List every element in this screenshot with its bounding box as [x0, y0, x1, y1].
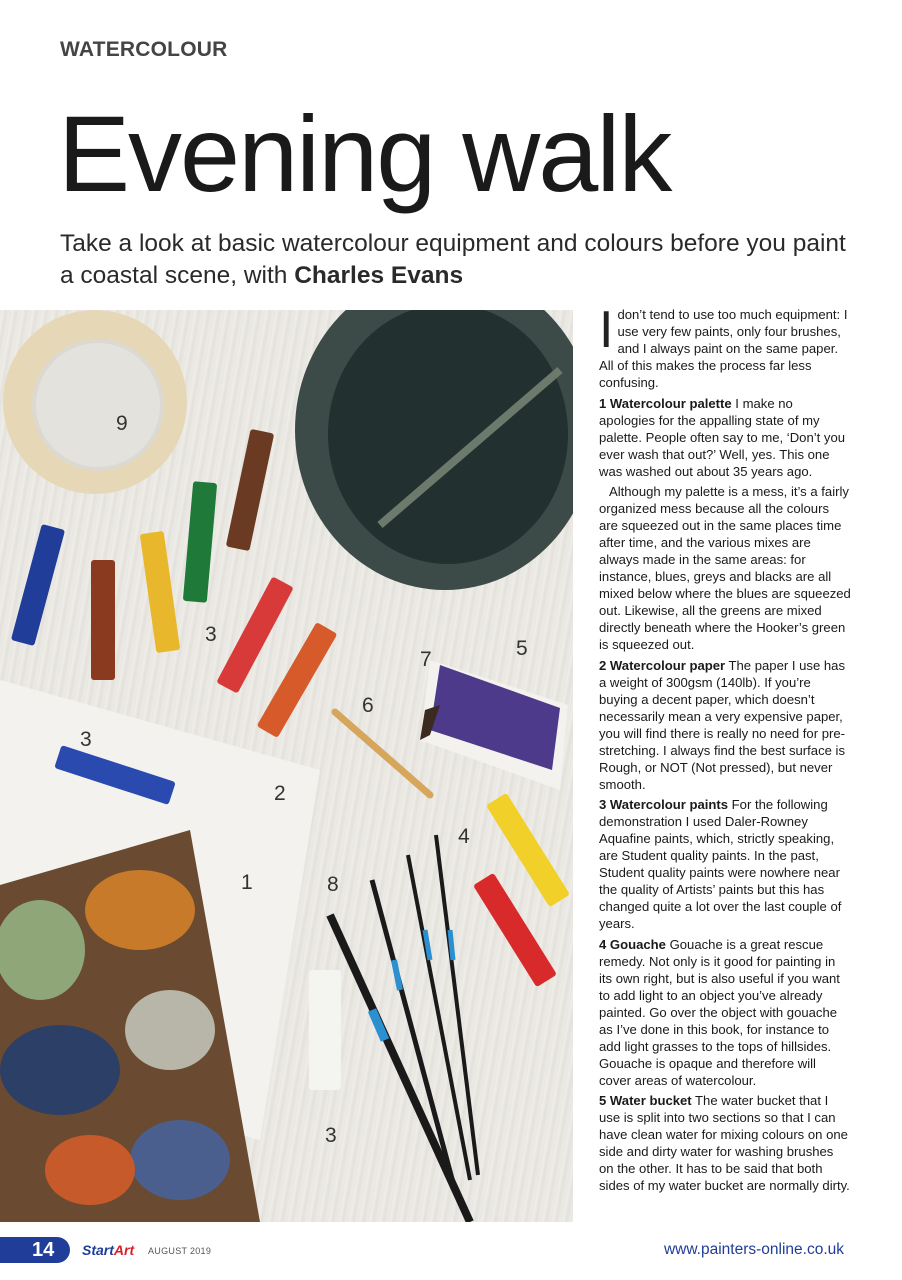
- paragraph-paper: [599, 657, 851, 793]
- pencil: [335, 712, 430, 795]
- brushes: [330, 835, 478, 1222]
- photo-label: 5: [516, 637, 528, 660]
- section-tag: WATERCOLOUR: [60, 38, 228, 61]
- issue-date: AUGUST 2019: [148, 1246, 212, 1256]
- subheading: 2 Watercolour paper: [599, 657, 726, 673]
- paragraph-text: The water bucket that I use is split into two sections so that I can have clean water for mixing colours on one side and dirty water for washing brushes on the other. It has to be said that both sides of my water bucket are normally dirty.: [599, 1093, 850, 1193]
- paragraph-text: The paper I use has a weight of 300gsm (140lb). If you’re buying a decent paper, which doesn’t necessarily mean a very expensive paper, you will find there is really no need for pre-stretching. I always find the best surface is Rough, or NOT (Not pressed), but never smooth.: [599, 657, 845, 792]
- photo-label: 3: [205, 623, 217, 646]
- website-link[interactable]: www.painters-online.co.uk: [663, 1241, 844, 1258]
- paragraph-text: Gouache is a great rescue remedy. Not only is it good for painting in its own right, but is also useful if you want to add light to an object you’ve already painted. Go over the object with gouache as I’ve done in this book, for instance to add light grasses to the tops of hillsides. Gouache is opaque and therefore will cover areas of watercolour.: [599, 936, 840, 1088]
- paragraph-paints: [599, 796, 851, 932]
- subheading: 4 Gouache: [599, 936, 666, 952]
- photo-label: 4: [458, 825, 470, 848]
- photo-label: 7: [420, 648, 432, 671]
- paragraph-palette-cont: [599, 483, 851, 653]
- intro-paragraph: [599, 301, 851, 391]
- paragraph-text: Although my palette is a mess, it’s a fairly organized mess because all the colours are squeezed out in the same places time after time, and the various mixes are always made in the same areas: for instance, blues, greys and blacks are all mixed below where the blues are squeezed out. Likewise, all the greens are mixed directly beneath where the Hooker’s green is squeezed out.: [599, 484, 851, 652]
- paragraph-palette: [599, 395, 851, 480]
- paragraph-text: For the following demonstration I used Daler-Rowney Aquafine paints, which, strictly speaking, are Student quality paints. In the past, Student quality paints were nowhere near the quality of Artists’ paints but this has changed quite a lot over the last couple of years.: [599, 797, 842, 931]
- paragraph-gouache: [599, 936, 851, 1089]
- standfirst-text: Take a look at basic watercolour equipment and colours before you paint a coastal scene, with: [60, 230, 846, 289]
- paragraph-text: I make no apologies for the appalling state of my palette. People often say to me, ‘Don’t you ever wash that out?’ Well, yes. This one was washed out about 35 years ago.: [599, 395, 846, 479]
- paragraph-bucket: [599, 1092, 851, 1194]
- headline: Evening walk: [58, 93, 671, 214]
- author-name: Charles Evans: [294, 262, 464, 289]
- intro-text: don’t tend to use too much equipment: I use very few paints, only four brushes, and I always paint on the same paper. All of this makes the process far less confusing.: [599, 307, 848, 390]
- subheading: 5 Water bucket: [599, 1093, 692, 1108]
- photo-label: 3: [80, 728, 92, 751]
- equipment-photo: [0, 310, 573, 1222]
- brand-start: Start: [82, 1242, 114, 1258]
- photo-label: 2: [274, 782, 286, 805]
- photo-label: 8: [327, 873, 339, 896]
- photo-label: 1: [241, 871, 253, 894]
- page-number: 14: [0, 1237, 70, 1263]
- brand-logo: [82, 1242, 134, 1258]
- photo-label: 3: [325, 1124, 337, 1147]
- equipment-illustration: [0, 310, 573, 1222]
- photo-label: 6: [362, 694, 374, 717]
- photo-label: 9: [116, 412, 128, 435]
- standfirst: [60, 228, 850, 292]
- subheading: 1 Watercolour palette: [599, 395, 732, 411]
- drop-cap: I: [599, 301, 614, 359]
- brand-art: Art: [113, 1242, 135, 1258]
- subheading: 3 Watercolour paints: [599, 797, 729, 812]
- article-body: [599, 301, 851, 1198]
